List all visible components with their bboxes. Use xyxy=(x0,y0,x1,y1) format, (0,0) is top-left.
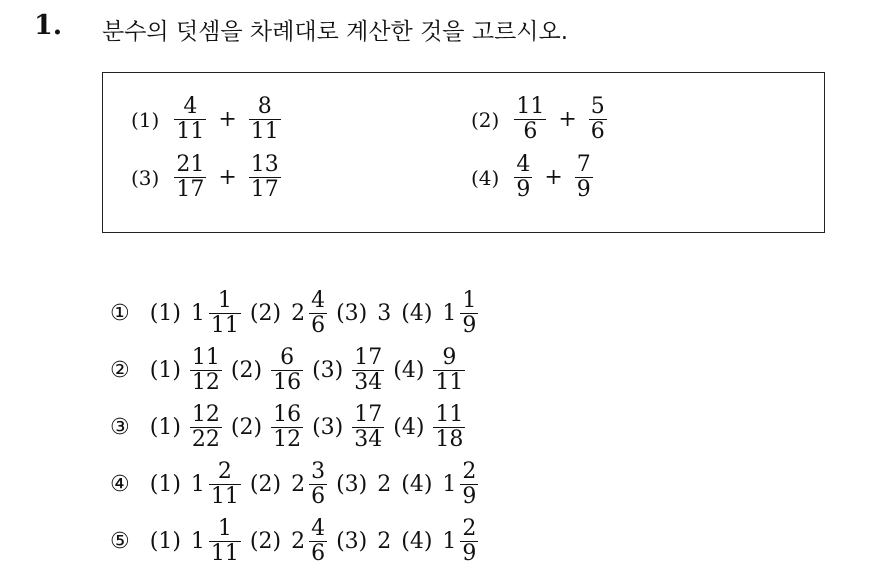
numerator: 6 xyxy=(280,345,295,370)
problem-label: (2) xyxy=(471,107,500,132)
fraction xyxy=(514,95,546,144)
denominator: 17 xyxy=(250,177,279,202)
fraction xyxy=(249,153,281,202)
choice-4[interactable] xyxy=(110,460,481,509)
choice-mark: ② xyxy=(110,358,130,383)
plus-sign: + xyxy=(218,107,237,132)
numerator: 2 xyxy=(462,516,477,541)
choice-mark: ④ xyxy=(110,472,130,497)
numerator: 3 xyxy=(311,459,326,484)
part-label: (2) xyxy=(249,472,282,497)
numerator: 12 xyxy=(191,402,220,427)
problem-label: (3) xyxy=(131,165,160,190)
denominator: 9 xyxy=(462,484,477,509)
part-label: (3) xyxy=(336,472,368,497)
denominator: 11 xyxy=(250,119,279,144)
fraction xyxy=(309,289,327,338)
denominator: 34 xyxy=(354,370,383,395)
choice-mark: ① xyxy=(110,301,130,326)
part-label: (2) xyxy=(249,529,282,554)
denominator: 6 xyxy=(311,313,326,338)
whole-number: 2 xyxy=(291,472,306,497)
fraction xyxy=(271,403,303,452)
fraction xyxy=(209,289,241,338)
part-label: (1) xyxy=(149,529,181,554)
fraction xyxy=(460,289,478,338)
integer-value: 2 xyxy=(377,529,392,554)
numerator: 16 xyxy=(273,402,302,427)
part-label: (4) xyxy=(393,415,425,440)
fraction xyxy=(352,346,384,395)
choice-mark: ⑤ xyxy=(110,529,130,554)
choice-2[interactable] xyxy=(110,346,468,395)
part-label: (1) xyxy=(149,301,181,326)
part-label: (4) xyxy=(393,358,425,383)
problem-box xyxy=(102,72,825,233)
fraction xyxy=(249,95,281,144)
numerator: 4 xyxy=(516,152,531,177)
part-label: (1) xyxy=(149,472,181,497)
whole-number: 1 xyxy=(190,301,205,326)
fraction xyxy=(174,153,206,202)
fraction xyxy=(575,153,593,202)
choice-5[interactable] xyxy=(110,517,481,566)
whole-number: 1 xyxy=(190,472,205,497)
denominator: 11 xyxy=(210,541,239,566)
denominator: 17 xyxy=(176,177,205,202)
part-label: (1) xyxy=(149,358,181,383)
fraction xyxy=(190,403,222,452)
plus-sign: + xyxy=(218,165,237,190)
choice-3[interactable] xyxy=(110,403,468,452)
denominator: 18 xyxy=(435,427,464,452)
numerator: 7 xyxy=(576,152,591,177)
fraction xyxy=(460,517,478,566)
plus-sign: + xyxy=(558,107,577,132)
numerator: 4 xyxy=(311,288,326,313)
part-label: (4) xyxy=(401,301,433,326)
part-label: (4) xyxy=(401,472,433,497)
fraction xyxy=(589,95,607,144)
numerator: 21 xyxy=(176,152,205,177)
fraction xyxy=(209,460,241,509)
fraction xyxy=(174,95,206,144)
problem-3 xyxy=(131,153,284,202)
part-label: (3) xyxy=(336,301,368,326)
problem-2 xyxy=(471,95,610,144)
problem-4 xyxy=(471,153,596,202)
question-text: 분수의 덧셈을 차례대로 계산한 것을 고르시오. xyxy=(102,19,569,45)
whole-number: 2 xyxy=(291,301,306,326)
numerator: 1 xyxy=(462,288,477,313)
part-label: (2) xyxy=(230,358,263,383)
denominator: 9 xyxy=(462,313,477,338)
part-label: (2) xyxy=(230,415,263,440)
whole-number: 2 xyxy=(291,529,306,554)
problem-1 xyxy=(131,95,284,144)
integer-value: 3 xyxy=(377,301,392,326)
fraction xyxy=(309,517,327,566)
numerator: 11 xyxy=(516,94,545,119)
denominator: 6 xyxy=(590,119,605,144)
numerator: 8 xyxy=(257,94,272,119)
denominator: 6 xyxy=(523,119,538,144)
denominator: 12 xyxy=(191,370,220,395)
numerator: 17 xyxy=(354,345,383,370)
part-label: (2) xyxy=(249,301,282,326)
part-label: (3) xyxy=(312,358,344,383)
numerator: 11 xyxy=(435,402,464,427)
plus-sign: + xyxy=(544,165,563,190)
part-label: (3) xyxy=(312,415,344,440)
numerator: 2 xyxy=(462,459,477,484)
whole-number: 1 xyxy=(190,529,205,554)
numerator: 17 xyxy=(354,402,383,427)
denominator: 11 xyxy=(210,313,239,338)
problem-label: (1) xyxy=(131,107,160,132)
part-label: (4) xyxy=(401,529,433,554)
numerator: 4 xyxy=(311,516,326,541)
part-label: (3) xyxy=(336,529,368,554)
choice-1[interactable] xyxy=(110,289,481,338)
numerator: 1 xyxy=(217,516,232,541)
fraction xyxy=(433,403,465,452)
denominator: 16 xyxy=(273,370,302,395)
numerator: 2 xyxy=(217,459,232,484)
fraction xyxy=(271,346,303,395)
numerator: 4 xyxy=(183,94,198,119)
denominator: 9 xyxy=(462,541,477,566)
fraction xyxy=(433,346,465,395)
fraction xyxy=(309,460,327,509)
numerator: 5 xyxy=(590,94,605,119)
numerator: 13 xyxy=(250,152,279,177)
fraction xyxy=(209,517,241,566)
denominator: 11 xyxy=(176,119,205,144)
fraction xyxy=(514,153,532,202)
problem-label: (4) xyxy=(471,165,500,190)
numerator: 9 xyxy=(442,345,457,370)
denominator: 6 xyxy=(311,541,326,566)
denominator: 11 xyxy=(435,370,464,395)
question-number: 1. xyxy=(34,10,63,41)
numerator: 11 xyxy=(191,345,220,370)
whole-number: 1 xyxy=(442,529,457,554)
denominator: 9 xyxy=(516,177,531,202)
integer-value: 2 xyxy=(377,472,392,497)
denominator: 6 xyxy=(311,484,326,509)
choice-mark: ③ xyxy=(110,415,130,440)
whole-number: 1 xyxy=(442,301,457,326)
numerator: 1 xyxy=(217,288,232,313)
denominator: 9 xyxy=(576,177,591,202)
fraction xyxy=(190,346,222,395)
fraction xyxy=(352,403,384,452)
fraction xyxy=(460,460,478,509)
whole-number: 1 xyxy=(442,472,457,497)
denominator: 11 xyxy=(210,484,239,509)
denominator: 12 xyxy=(273,427,302,452)
denominator: 34 xyxy=(354,427,383,452)
denominator: 22 xyxy=(191,427,220,452)
part-label: (1) xyxy=(149,415,181,440)
